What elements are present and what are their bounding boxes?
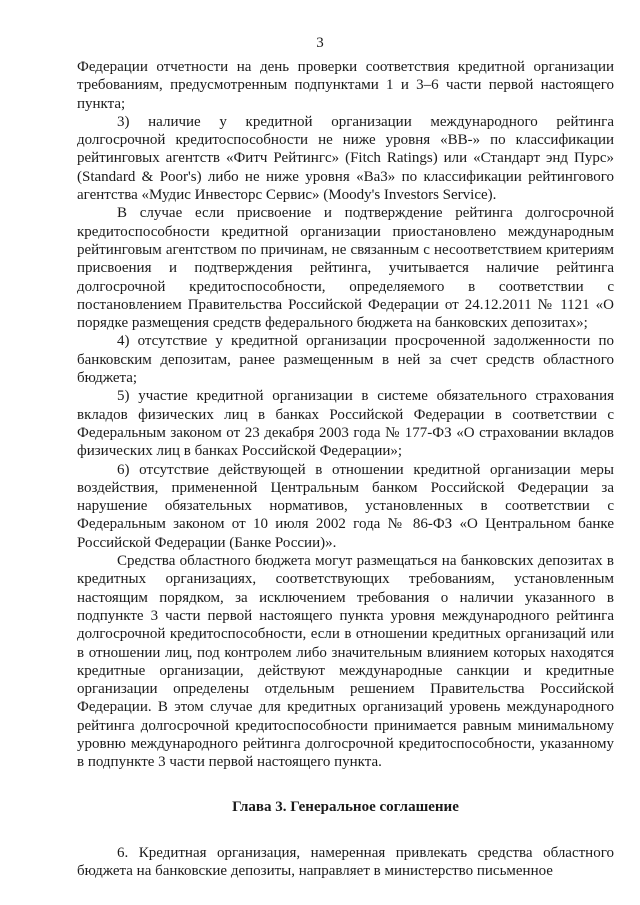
paragraph-item-5: 5) участие кредитной организации в системе обязательного страхования вкладов физических лиц в банках Российской Федерации в соответствии с Федеральным законом от 23 декабря 2003 года № 177-ФЗ «О страховании вкладов физических лиц в банках Российской Федерации»; <box>77 388 614 460</box>
paragraph-continuation: Федерации отчетности на день проверки соответствия кредитной организации требованиям, предусмотренным подпунктами 1 и 3–6 части первой настоящего пункта; <box>77 59 614 112</box>
paragraph-item-6: 6) отсутствие действующей в отношении кредитной организации меры воздействия, примененной Центральным банком Российской Федерации за нарушение обязательных нормативов, установленных в соответствии с Федеральным законом от 10 июля 2002 года № 86-ФЗ «О Центральном банке Российской Федерации (Банке России)». <box>77 461 614 551</box>
chapter-heading: Глава 3. Генеральное соглашение <box>232 798 459 815</box>
paragraph-rating-suspension: В случае если присвоение и подтверждение рейтинга долгосрочной кредитоспособности кредитной организации приостановлено международным рейтинговым агентством по причинам, не связанным с несоответствием критериям присвоения и подтверждения рейтинга, учитывается наличие рейтинга долгосрочной кредитоспособности, определяемого в соответствии с постановлением Правительства Российской Федерации от 24.12.2011 № 1121 «О порядке размещения средств федерального бюджета на банковских депозитах»; <box>77 205 614 332</box>
paragraph-section-6: 6. Кредитная организация, намеренная привлекать средства областного бюджета на банковские депозиты, направляет в министерство письменное <box>77 844 614 879</box>
paragraph-item-3: 3) наличие у кредитной организации международного рейтинга долгосрочной кредитоспособности не ниже уровня «ВВ-» по классификации рейтинговых агентств «Фитч Рейтингс» (Fitch Ratings) или «Стандарт энд Пурс» (Standard & Poor's) либо не ниже уровня «Ва3» по классификации рейтингового агентства «Мудис Инвесторс Сервис» (Moody's Investors Service). <box>77 113 614 204</box>
paragraph-sanctions-exception: Средства областного бюджета могут размещаться на банковских депозитах в кредитных организациях, соответствующих требованиям, установленным настоящим порядком, за исключением требования о наличии указанного в подпункте 3 части первой настоящего пункта уровня международного рейтинга долгосрочной кредитоспособности, если в отношении кредитных организаций или в отношении лиц, под контролем либо значительным влиянием которых находятся кредитные организации, действуют международные санкции и кредитные организации определены отдельным решением Правительства Российской Федерации. В этом случае для кредитных организаций уровень международного рейтинга долгосрочной кредитоспособности принимается равным минимальному уровню международного рейтинга долгосрочной кредитоспособности, указанному в подпункте 3 части первой настоящего пункта. <box>77 553 614 771</box>
document-body <box>77 58 614 880</box>
paragraph-item-4: 4) отсутствие у кредитной организации просроченной задолженности по банковским депозитам, ранее размещенным в ней за счет средств областного бюджета; <box>77 333 614 387</box>
page-number: 3 <box>316 35 324 51</box>
